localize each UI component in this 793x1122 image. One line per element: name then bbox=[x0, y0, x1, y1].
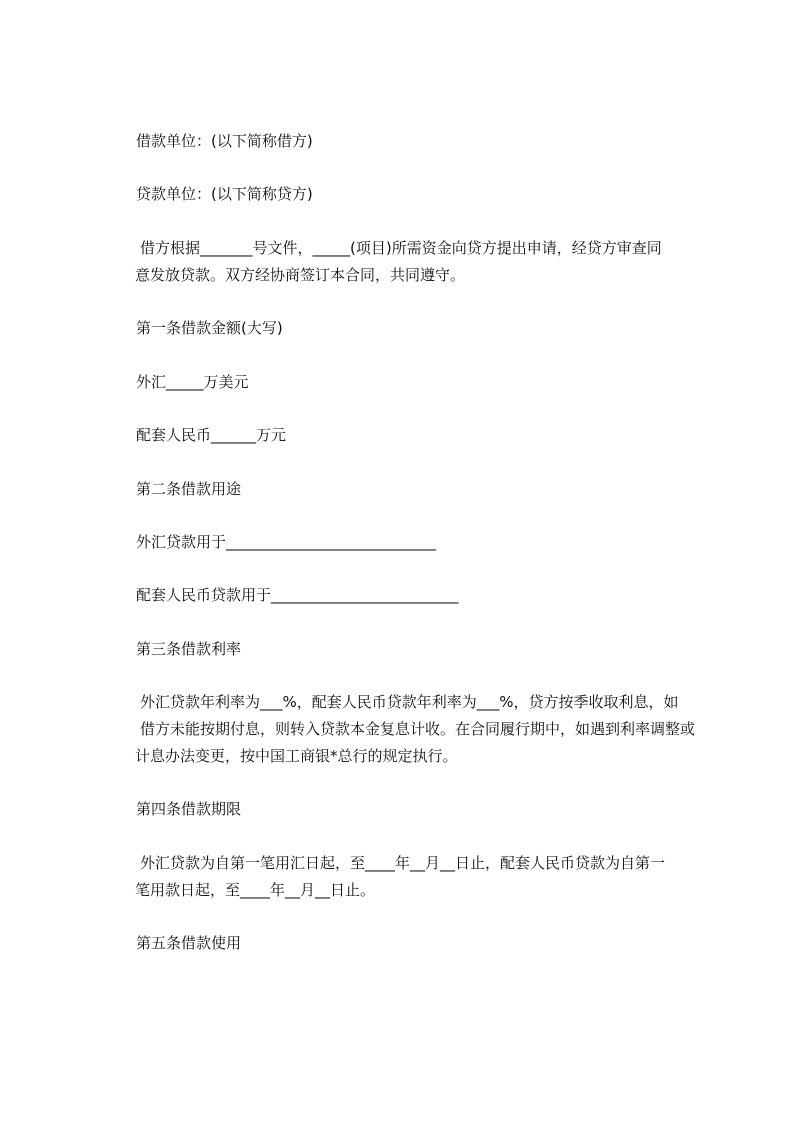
article-2-rmb-use: 配套人民币贷款用于_________________________ bbox=[136, 586, 459, 604]
article-2-title: 第二条借款用途 bbox=[136, 480, 242, 498]
article-1-rmb: 配套人民币______万元 bbox=[136, 426, 287, 444]
article-3-line-2: 借方未能按期付息，则转入贷款本金复息计收。在合同履行期中，如遇到利率调整或 bbox=[140, 720, 696, 738]
article-1-foreign-exchange: 外汇_____万美元 bbox=[136, 373, 249, 391]
borrower-line: 借款单位：(以下简称借方) bbox=[136, 132, 313, 150]
article-2-foreign-exchange-use: 外汇贷款用于____________________________ bbox=[136, 533, 437, 551]
article-4-line-1: 外汇贷款为自第一笔用汇日起，至____年__月__日止，配套人民币贷款为自第一 bbox=[140, 854, 666, 872]
lender-line: 贷款单位：(以下简称贷方) bbox=[136, 185, 313, 203]
article-4-title: 第四条借款期限 bbox=[136, 800, 242, 818]
article-1-title: 第一条借款金额(大写) bbox=[136, 319, 283, 337]
article-4-line-2: 笔用款日起，至____年__月__日止。 bbox=[135, 881, 376, 899]
article-3-line-3: 计息办法变更，按中国工商银*总行的规定执行。 bbox=[135, 747, 458, 765]
article-3-title: 第三条借款利率 bbox=[136, 640, 242, 658]
article-3-line-1: 外汇贷款年利率为___%，配套人民币贷款年利率为___%，贷方按季收取利息，如 bbox=[140, 693, 679, 711]
intro-paragraph-line-1: 借方根据_______号文件，_____(项目)所需资金向贷方提出申请，经贷方审查同 bbox=[140, 239, 662, 257]
article-5-title: 第五条借款使用 bbox=[136, 934, 242, 952]
intro-paragraph-line-2: 意发放贷款。双方经协商签订本合同，共同遵守。 bbox=[135, 266, 466, 284]
